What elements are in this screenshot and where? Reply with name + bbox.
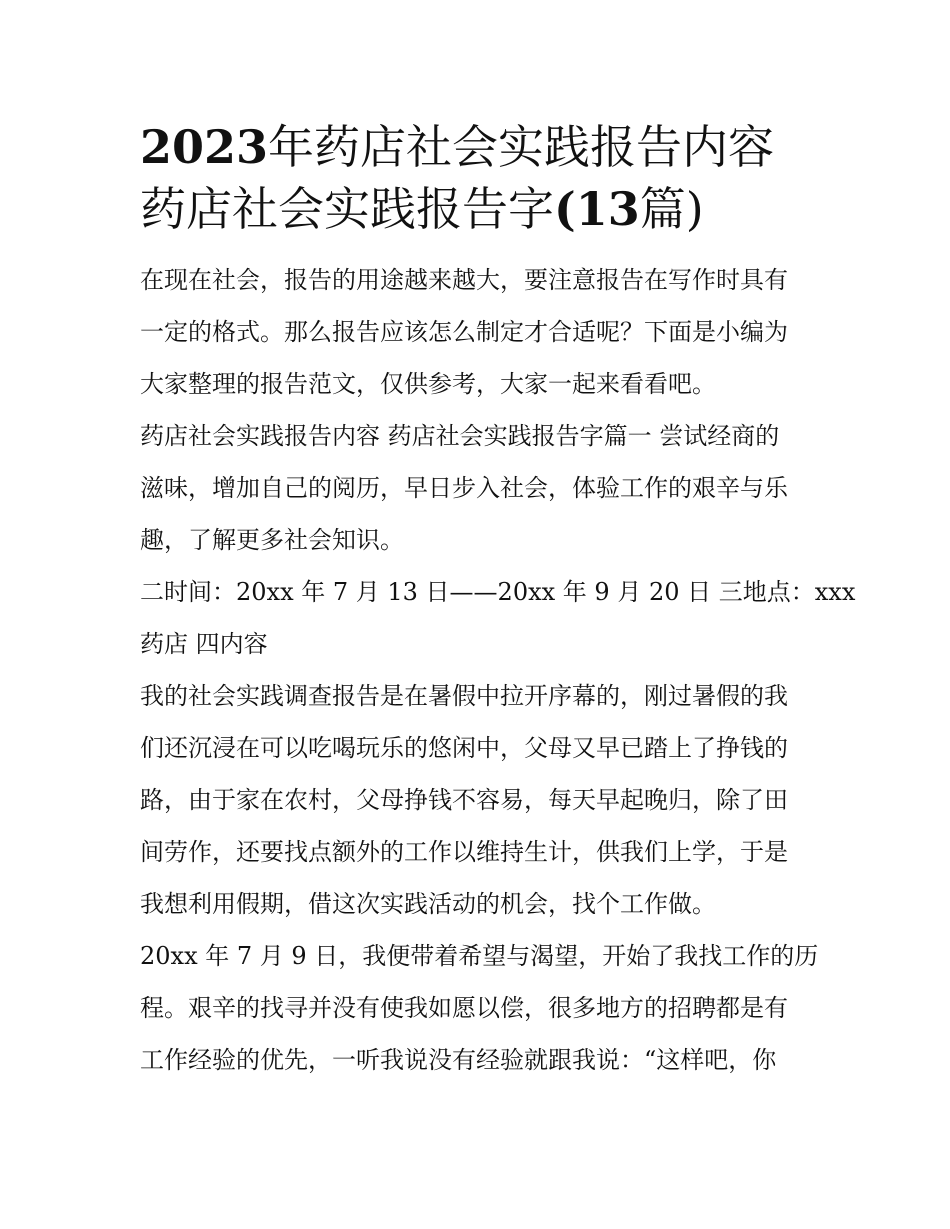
paragraph-intro — [140, 254, 812, 410]
document-content — [140, 116, 856, 1086]
title-count: (13 — [554, 182, 640, 236]
paragraph-line: 我想利用假期，借这次实践活动的机会，找个工作做。 — [140, 890, 716, 918]
paragraph-purpose — [140, 410, 812, 566]
title-line-1-text: 年药店社会实践报告内容 — [268, 120, 775, 174]
title-line-2-suffix: 篇) — [639, 182, 704, 236]
title-line-2-prefix: 药店社会实践报告字 — [140, 182, 554, 236]
title-line-1 — [140, 116, 812, 178]
paragraph-line: 间劳作，还要找点额外的工作以维持生计，供我们上学，于是 — [140, 838, 788, 866]
paragraph-line: 我的社会实践调查报告是在暑假中拉开序幕的，刚过暑假的我 — [140, 682, 788, 710]
paragraph-line: 滋味，增加自己的阅历，早日步入社会，体验工作的艰辛与乐 — [140, 474, 788, 502]
title-year: 2023 — [140, 120, 269, 174]
paragraph-line: 二时间：20xx 年 7 月 13 日——20xx 年 9 月 20 日 三地点：xxx — [140, 578, 856, 606]
paragraph-line: 程。艰辛的找寻并没有使我如愿以偿，很多地方的招聘都是有 — [140, 994, 788, 1022]
paragraph-time-place — [140, 566, 856, 670]
document-title — [140, 116, 812, 240]
paragraph-line: 药店 四内容 — [140, 630, 268, 658]
paragraph-job-search — [140, 930, 819, 1086]
paragraph-line: 路，由于家在农村，父母挣钱不容易，每天早起晚归，除了田 — [140, 786, 788, 814]
paragraph-line: 趣，了解更多社会知识。 — [140, 526, 404, 554]
paragraph-line: 大家整理的报告范文，仅供参考，大家一起来看看吧。 — [140, 370, 716, 398]
paragraph-background — [140, 670, 812, 930]
paragraph-line: 20xx 年 7 月 9 日，我便带着希望与渴望，开始了我找工作的历 — [140, 942, 819, 970]
paragraph-line: 工作经验的优先，一听我说没有经验就跟我说：“这样吧，你 — [140, 1046, 777, 1074]
title-line-2 — [140, 178, 812, 240]
paragraph-line: 一定的格式。那么报告应该怎么制定才合适呢？下面是小编为 — [140, 318, 788, 346]
paragraph-line: 在现在社会，报告的用途越来越大，要注意报告在写作时具有 — [140, 266, 788, 294]
paragraph-line: 们还沉浸在可以吃喝玩乐的悠闲中，父母又早已踏上了挣钱的 — [140, 734, 788, 762]
paragraph-line: 药店社会实践报告内容 药店社会实践报告字篇一 尝试经商的 — [140, 422, 780, 450]
